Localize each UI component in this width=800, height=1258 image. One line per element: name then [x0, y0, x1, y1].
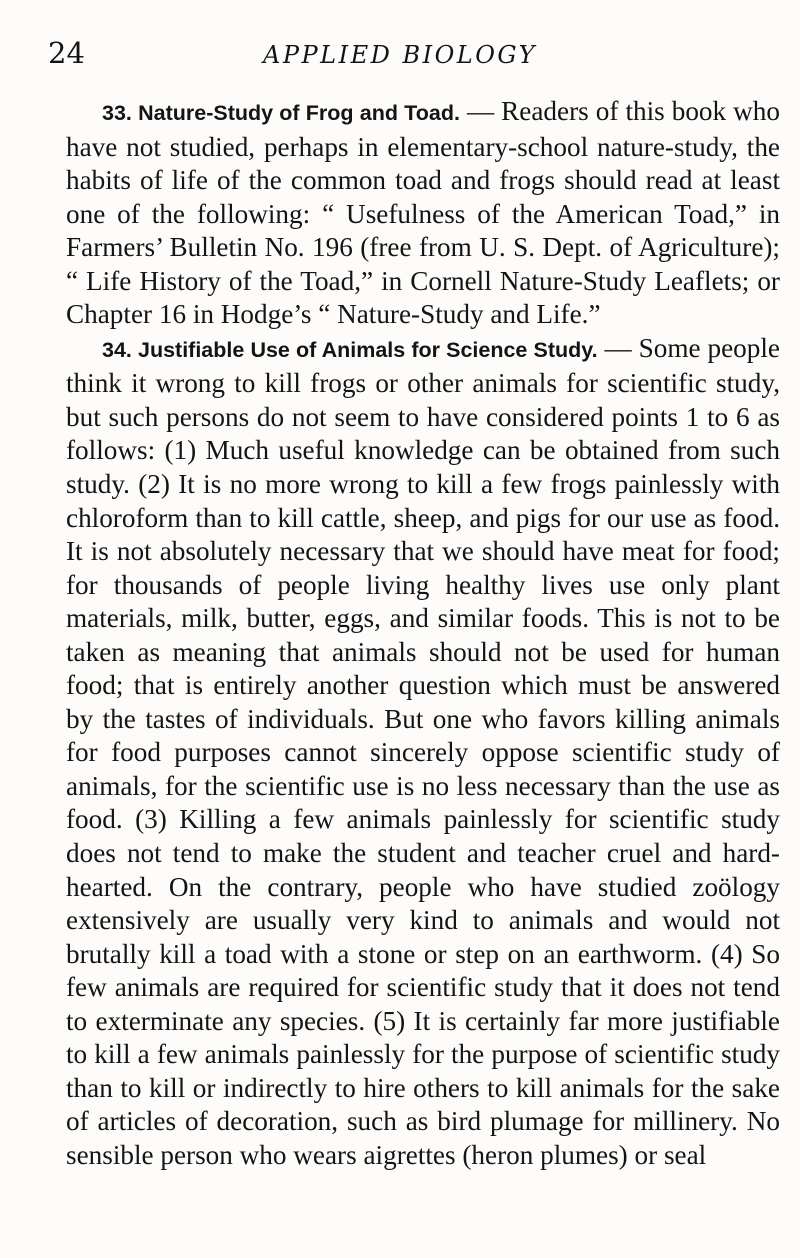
- paragraph-34-text: — Some people think it wrong to kill frogs or other animals for scientific study, but such persons do not seem to have considered points 1 to 6 as follows: (1) Much useful knowledge can be obtained from such study. (2) It is no more wrong to kill a few frogs painlessly with chloroform than to kill cattle, sheep, and pigs for our use as food. It is not absolutely necessary that we should have meat for food; for thousands of people living healthy lives use only plant materials, milk, butter, eggs, and similar foods. This is not to be taken as meaning that animals should not be used for human food; that is entirely another question which must be answered by the tastes of individuals. But one who favors killing animals for food purposes cannot sincerely oppose scientific study of animals, for the scientific use is no less necessary than the use as food. (3) Killing a few animals painlessly for scientific study does not tend to make the student and teacher cruel and hard-hearted. On the contrary, people who have studied zoölogy extensively are usually very kind to animals and would not brutally kill a toad with a stone or step on an earthworm. (4) So few animals are required for scientific study that it does not tend to exterminate any species. (5) It is certainly far more justifiable to kill a few animals painlessly for the purpose of scientific study than to kill or indirectly to hire others to kill animals for the sake of articles of decoration, such as bird plumage for millinery. No sensible person who wears aigrettes (heron plumes) or seal: [66, 332, 780, 1170]
- section-heading-34: 34. Justifiable Use of Animals for Science Study.: [102, 337, 598, 362]
- running-head: APPLIED BIOLOGY: [263, 41, 537, 69]
- paragraph-34: [66, 332, 780, 1173]
- paragraph-33-text: — Readers of this book who have not studied, perhaps in elementary-school nature-study, the habits of life of the common toad and frogs should read at least one of the following: “ Usefulness of the American Toad,” in Farmers’ Bulletin No. 196 (free from U. S. Dept. of Agriculture); “ Life History of the Toad,” in Cornell Nature-Study Leaflets; or Chapter 16 in Hodge’s “ Nature-Study and Life.”: [66, 96, 780, 330]
- page-number: 24: [48, 36, 85, 70]
- paragraph-33: [66, 95, 780, 332]
- section-heading-33: 33. Nature-Study of Frog and Toad.: [102, 101, 460, 125]
- body-text: [66, 95, 780, 1173]
